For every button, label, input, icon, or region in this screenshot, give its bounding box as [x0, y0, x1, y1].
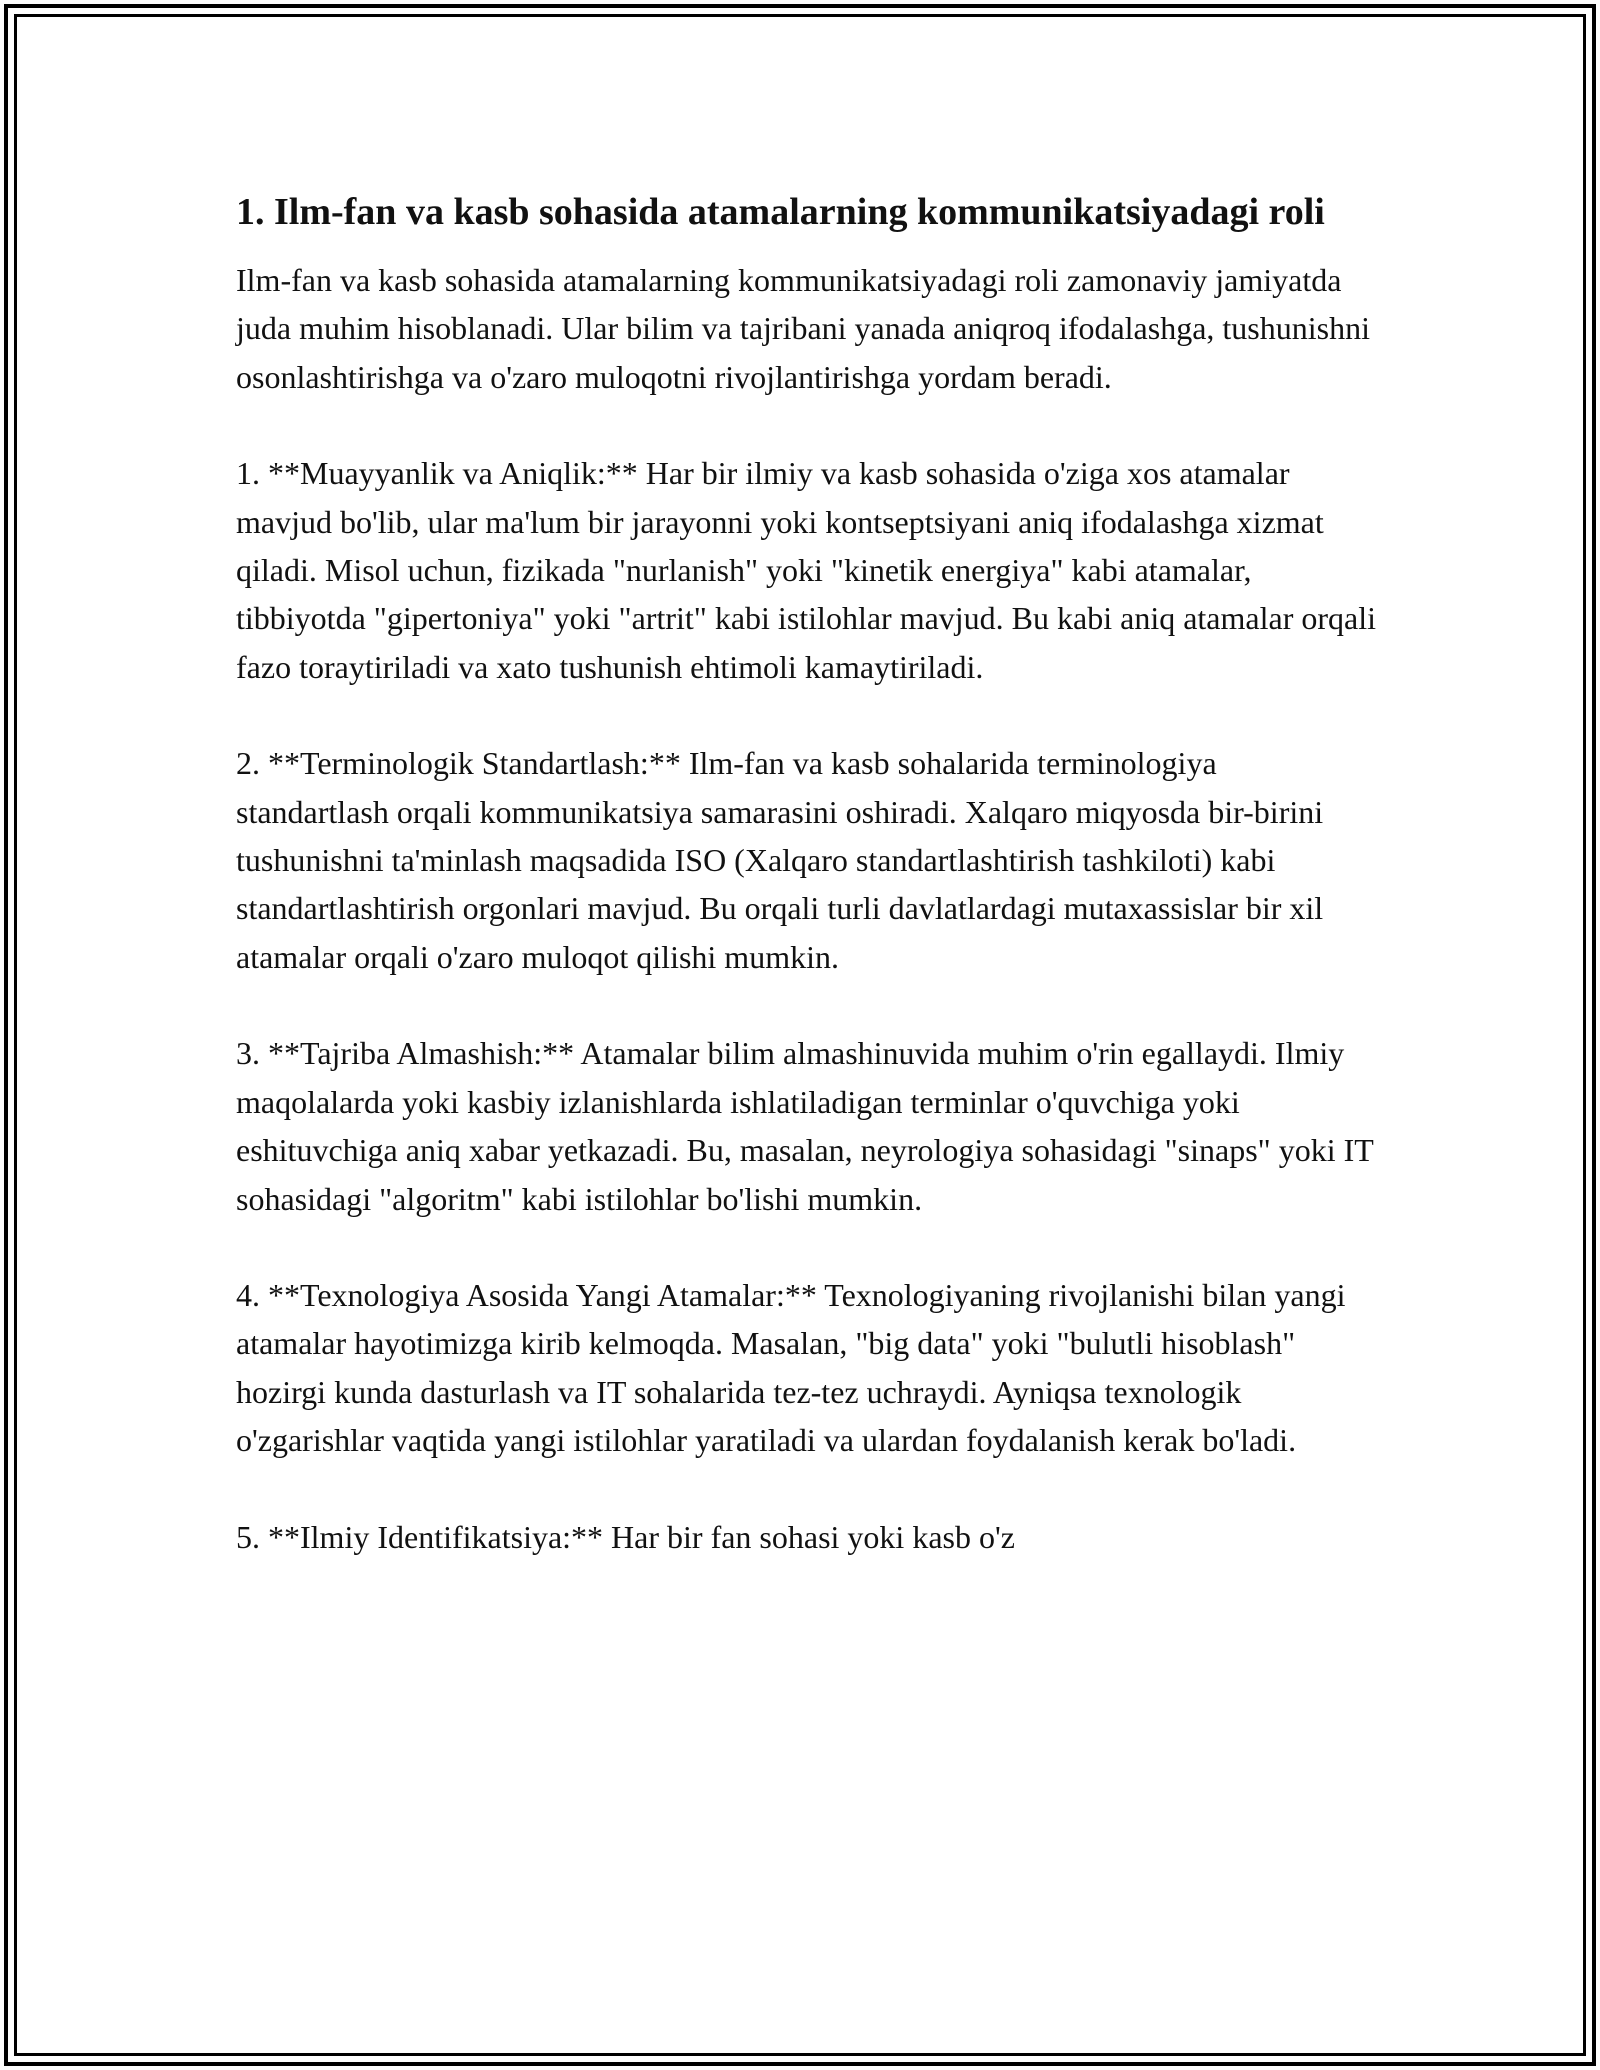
- intro-paragraph: Ilm-fan va kasb sohasida atamalarning kommunikatsiyadagi roli zamonaviy jamiyatda juda muhim hisoblanadi. Ular bilim va tajribani yanada aniqroq ifodalashga, tushunishni osonlashtirishga va o'zaro muloqotni rivojlantirishga yordam beradi.: [236, 262, 1370, 395]
- document-title: 1. Ilm-fan va kasb sohasida atamalarning kommunikatsiyadagi roli: [236, 191, 1325, 233]
- paragraph-identifikatsiya: 5. **Ilmiy Identifikatsiya:** Har bir fan sohasi yoki kasb o'z: [236, 1518, 1015, 1555]
- document-body: [236, 186, 1376, 1609]
- paragraph-terminologik: 2. **Terminologik Standartlash:** Ilm-fan va kasb sohalarida terminologiya standartlash orqali kommunikatsiya samarasini oshiradi. Xalqaro miqyosda bir-birini tushunishni ta'minlash maqsadida ISO (Xalqaro standartlashtirish tashkiloti) kabi standartlashtirish orgonlari mavjud. Bu orqali turli davlatlardagi mutaxassislar bir xil atamalar orqali o'zaro muloqot qilishi mumkin.: [236, 745, 1324, 975]
- paragraph-texnologiya: 4. **Texnologiya Asosida Yangi Atamalar:** Texnologiyaning rivojlanishi bilan yangi atamalar hayotimizga kirib kelmoqda. Masalan, "big data" yoki "bulutli hisoblash" hozirgi kunda dasturlash va IT sohalarida tez-tez uchraydi. Ayniqsa texnologik o'zgarishlar vaqtida yangi istilohlar yaratiladi va ulardan foydalanish kerak bo'ladi.: [236, 1276, 1346, 1459]
- paragraph-muayyanlik: 1. **Muayyanlik va Aniqlik:** Har bir ilmiy va kasb sohasida o'ziga xos atamalar mavjud bo'lib, ular ma'lum bir jarayonni yoki kontseptsiyani aniq ifodalashga xizmat qiladi. Misol uchun, fizikada "nurlanish" yoki "kinetik energiya" kabi atamalar, tibbiyotda "gipertoniya" yoki "artrit" kabi istilohlar mavjud. Bu kabi aniq atamalar orqali fazo toraytiriladi va xato tushunish ehtimoli kamaytiriladi.: [236, 455, 1376, 685]
- paragraph-tajriba: 3. **Tajriba Almashish:** Atamalar bilim almashinuvida muhim o'rin egallaydi. Ilmiy maqolalarda yoki kasbiy izlanishlarda ishlatiladigan terminlar o'quvchiga yoki eshituvchiga aniq xabar yetkazadi. Bu, masalan, neyrologiya sohasidagi "sinaps" yoki IT sohasidagi "algoritm" kabi istilohlar bo'lishi mumkin.: [236, 1035, 1374, 1217]
